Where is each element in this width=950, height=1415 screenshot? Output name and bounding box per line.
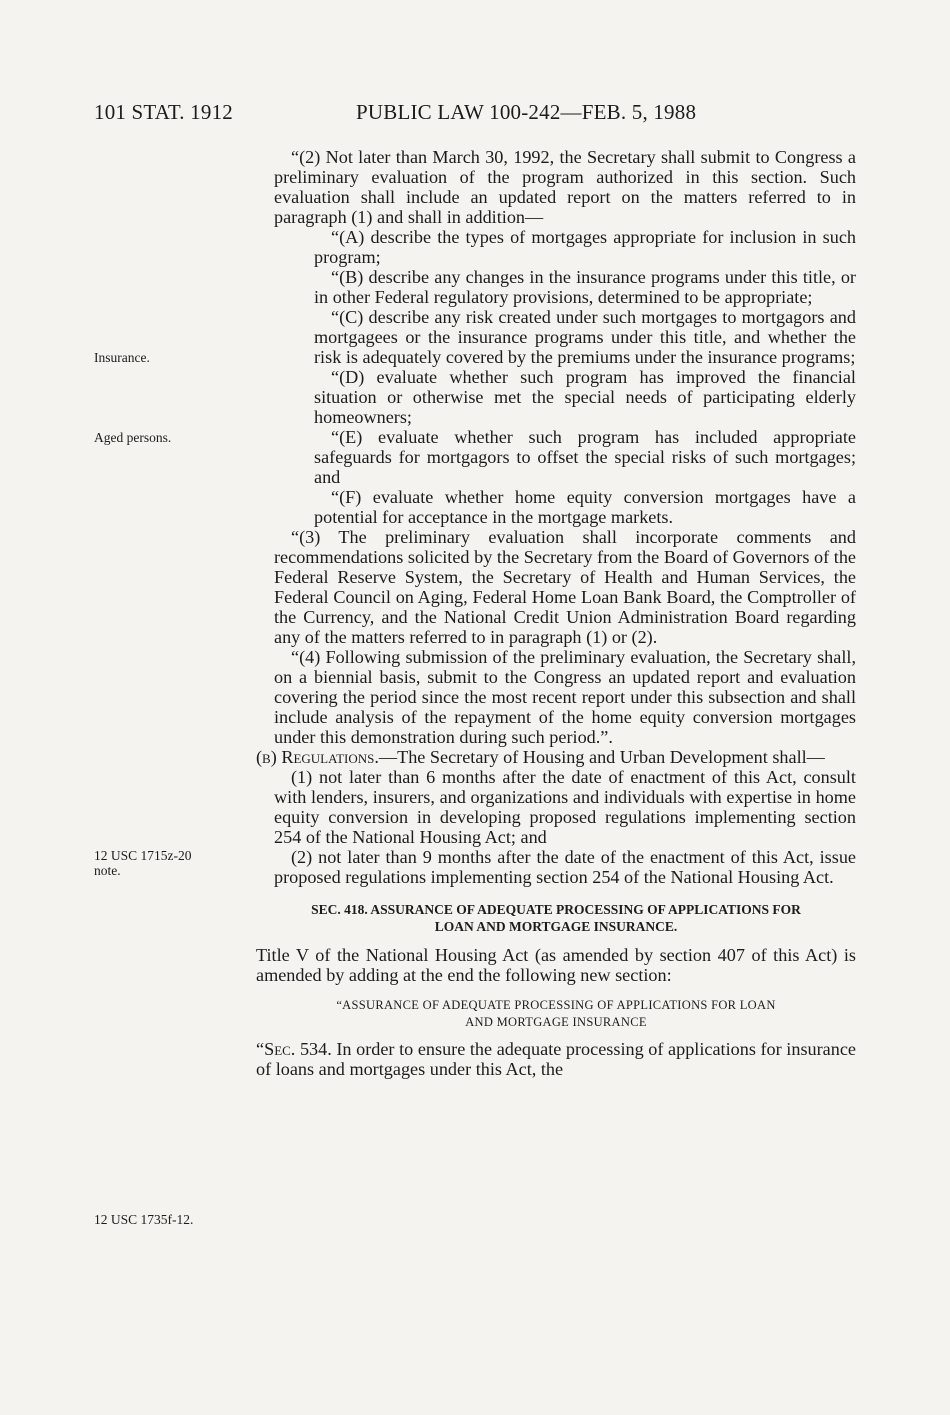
paragraph-3: “(3) The preliminary evaluation shall incorporate comments and recommendations solicited by the Secretary from the Board of Governors of the Federal Reserve System, the Secretary of Health and Human Services, the Federal Council on Aging, Federal Home Loan Bank Board, the Comptroller of the Currency, and the National Credit Union Administration Board regarding any of the matters referred to in paragraph (1) or (2). (274, 527, 856, 647)
paragraph-2-d: “(D) evaluate whether such program has improved the financial situation or otherwise met the special needs of participating elderly homeowners; (314, 367, 856, 427)
paragraph-2: “(2) Not later than March 30, 1992, the Secretary shall submit to Congress a preliminary evaluation of the program authorized in this section. Such evaluation shall include an updated report on the matters referred to in paragraph (1) and shall in addition— (274, 147, 856, 227)
paragraph-2-a: “(A) describe the types of mortgages appropriate for inclusion in such program; (314, 227, 856, 267)
margin-note-usc-1715z-line1: 12 USC 1715z-20 (94, 848, 192, 863)
subsection-b-text: —The Secretary of Housing and Urban Development shall— (378, 747, 825, 767)
margin-note-usc-1735f: 12 USC 1735f-12. (94, 1212, 194, 1227)
paragraph-2-e: “(E) evaluate whether such program has included appropriate safeguards for mortgagors to offset the special risks of such mortgages; and (314, 427, 856, 487)
title-v-amendment-text: Title V of the National Housing Act (as amended by section 407 of this Act) is amended by adding at the end the following new section: (256, 945, 856, 985)
subsection-b-1: (1) not later than 6 months after the date of enactment of this Act, consult with lenders, insurers, and organizations and individuals with expertise in home equity conversion in developing proposed regulations implementing section 254 of the National Housing Act; and (274, 767, 856, 847)
paragraph-2-c: “(C) describe any risk created under such mortgages to mortgagors and mortgagees or the insurance programs under this title, and whether the risk is adequately covered by the premiums under the insurance programs; (314, 307, 856, 367)
margin-note-aged-persons: Aged persons. (94, 430, 172, 445)
margin-note-usc-1715z-line2: note. (94, 863, 121, 878)
subsection-b (256, 747, 856, 767)
subsection-b-heading: (b) Regulations. (256, 747, 379, 767)
new-section-heading (256, 997, 856, 1031)
section-418-heading (256, 901, 856, 935)
section-418-heading-line1: SEC. 418. ASSURANCE OF ADEQUATE PROCESSING OF APPLICATIONS FOR (311, 902, 801, 917)
page-header (94, 100, 884, 130)
new-section-heading-line2: AND MORTGAGE INSURANCE (465, 1015, 647, 1029)
paragraph-2-f: “(F) evaluate whether home equity conversion mortgages have a potential for acceptance in the mortgage markets. (314, 487, 856, 527)
section-418-heading-line2: LOAN AND MORTGAGE INSURANCE. (434, 919, 678, 934)
paragraph-2-b: “(B) describe any changes in the insurance programs under this title, or in other Federal regulatory provisions, determined to be appropriate; (314, 267, 856, 307)
document-body (256, 147, 856, 1079)
new-section-heading-line1: “ASSURANCE OF ADEQUATE PROCESSING OF APPLICATIONS FOR LOAN (336, 998, 776, 1012)
statute-page-number: 101 STAT. 1912 (94, 100, 233, 124)
margin-note-usc-1715z (94, 848, 254, 878)
section-534-label: “Sec. 534. (256, 1039, 332, 1059)
section-534 (256, 1039, 856, 1079)
paragraph-4: “(4) Following submission of the preliminary evaluation, the Secretary shall, on a biennial basis, submit to the Congress an updated report and evaluation covering the period since the most recent report under this subsection and shall include analysis of the repayment of the home equity conversion mortgages under this demonstration during such period.”. (274, 647, 856, 747)
section-534-text: In order to ensure the adequate processing of applications for insurance of loans and mortgages under this Act, the (256, 1039, 856, 1079)
public-law-title: PUBLIC LAW 100-242—FEB. 5, 1988 (356, 100, 697, 124)
subsection-b-2: (2) not later than 9 months after the date of the enactment of this Act, issue proposed regulations implementing section 254 of the National Housing Act. (274, 847, 856, 887)
title-v-amendment (256, 945, 856, 985)
margin-note-insurance: Insurance. (94, 350, 150, 365)
